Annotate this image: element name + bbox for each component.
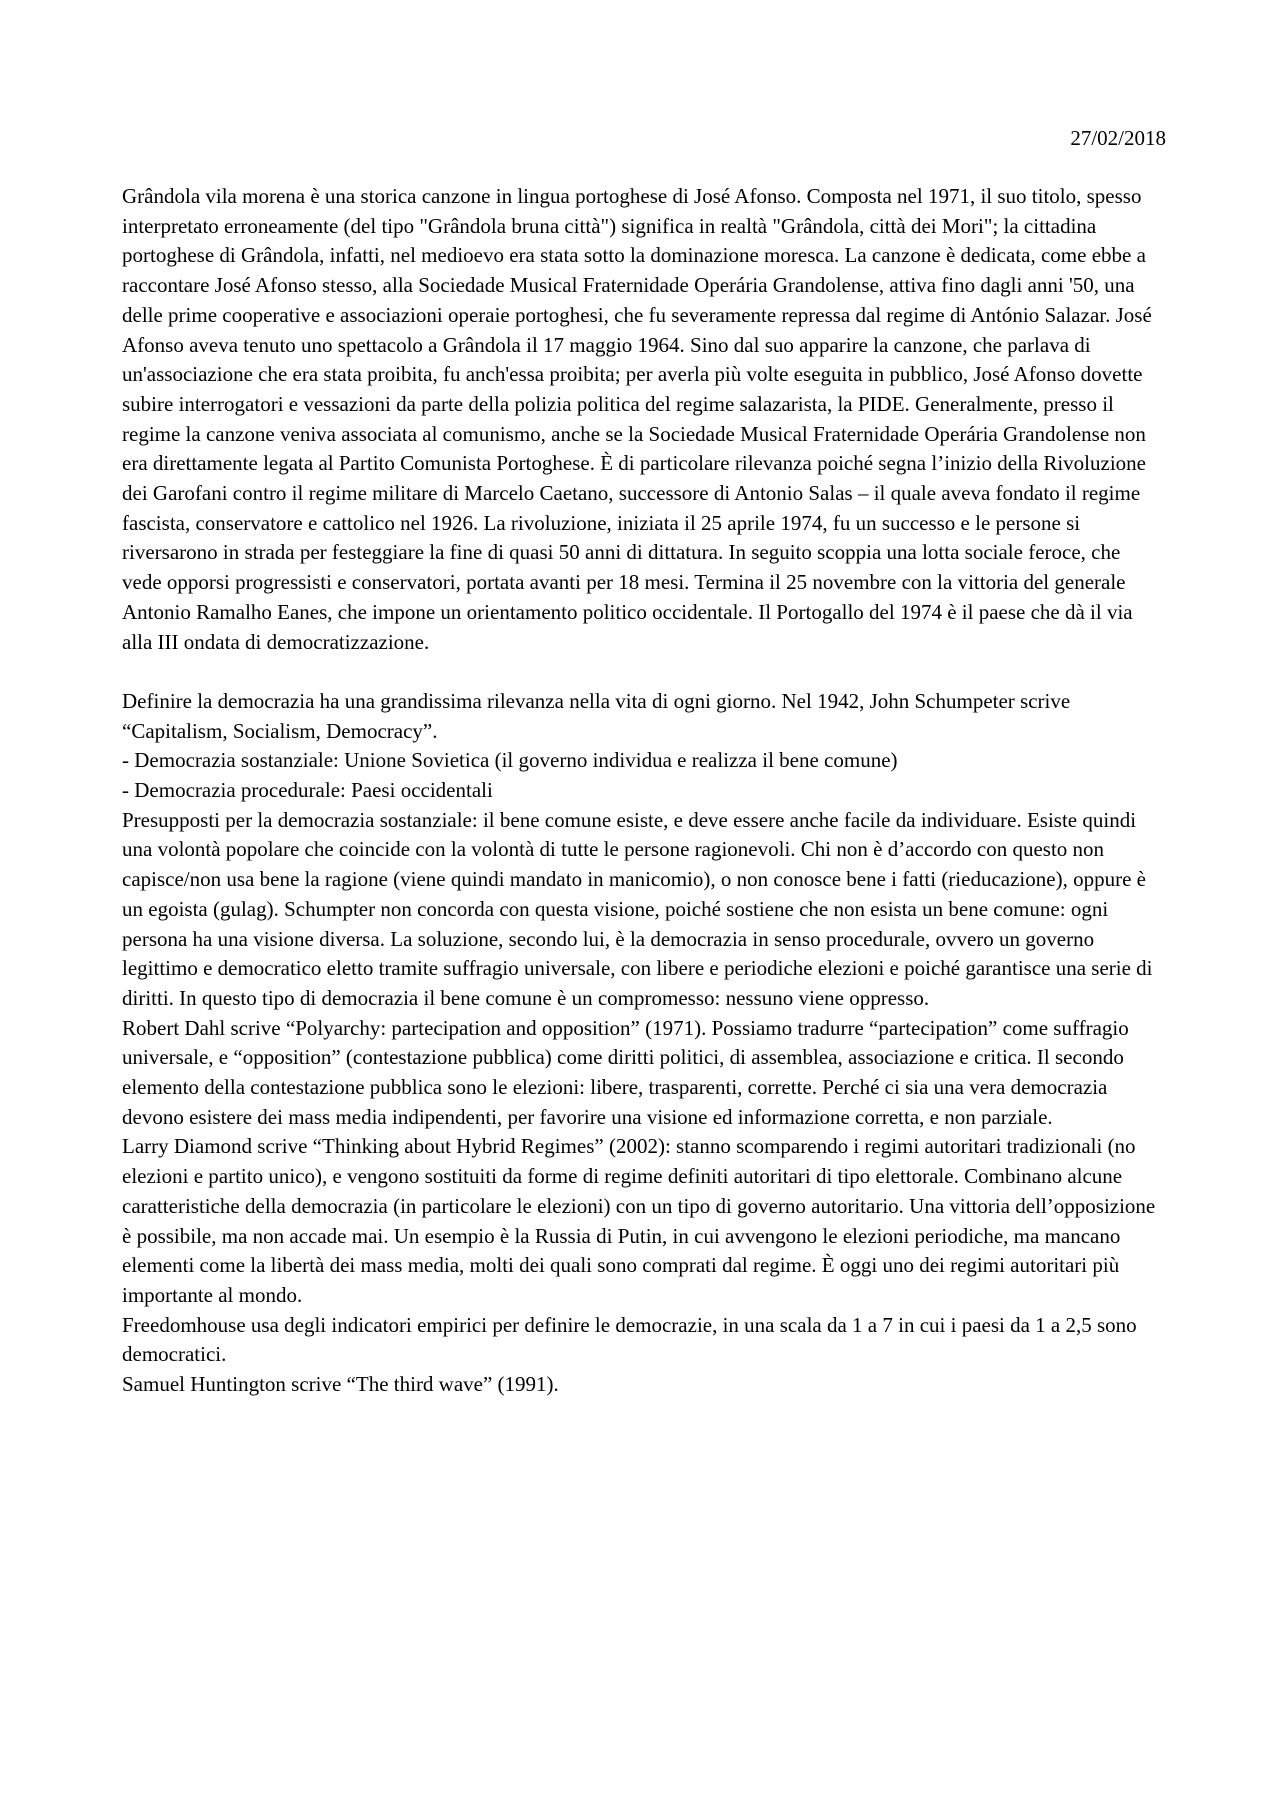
paragraph-dahl: Robert Dahl scrive “Polyarchy: partecipation and opposition” (1971). Possiamo tradurre “partecipation” come suffragio universale, e “opposition” (contestazione pubblica) come diritti politici, di assemblea, associazione e critica. Il secondo elemento della contestazione pubblica sono le elezioni: libere, trasparenti, corrette. Perché ci sia una vera democrazia devono esistere dei mass media indipendenti, per favorire una visione ed informazione corretta, e non parziale. [122,1015,1129,1129]
paragraph-spacer [122,657,1162,687]
paragraph-freedomhouse: Freedomhouse usa degli indicatori empirici per definire le democrazie, in una scala da 1 a 7 in cui i paesi da 1 a 2,5 sono democratici. [122,1312,1137,1367]
paragraph-grandola: Grândola vila morena è una storica canzone in lingua portoghese di José Afonso. Composta nel 1971, il suo titolo, spesso interpretato erroneamente (del tipo "Grândola bruna città") significa in realtà "Grândola, città dei Mori"; la cittadina portoghese di Grândola, infatti, nel medioevo era stata sotto la dominazione moresca. La canzone è dedicata, come ebbe a raccontare José Afonso stesso, alla Sociedade Musical Fraternidade Operária Grandolense, attiva fino dagli anni '50, una delle prime cooperative e associazioni operaie portoghesi, che fu severamente repressa dal regime di António Salazar. José Afonso aveva tenuto uno spettacolo a Grândola il 17 maggio 1964. Sino dal suo apparire la canzone, che parlava di un'associazione che era stata proibita, fu anch'essa proibita; per averla più volte eseguita in pubblico, José Afonso dovette subire interrogatori e vessazioni da parte della polizia politica del regime salazarista, la PIDE. Generalmente, presso il regime la canzone veniva associata al comunismo, anche se la Sociedade Musical Fraternidade Operária Grandolense non era direttamente legata al Partito Comunista Portoghese. È di particolare rilevanza poiché segna l’inizio della Rivoluzione dei Garofani contro il regime militare di Marcelo Caetano, successore di Antonio Salas – il quale aveva fondato il regime fascista, conservatore e cattolico nel 1926. La rivoluzione, iniziata il 25 aprile 1974, fu un successo e le persone si riversarono in strada per festeggiare la fine di quasi 50 anni di dittatura. In seguito scoppia una lotta sociale feroce, che vede opporsi progressisti e conservatori, portata avanti per 18 mesi. Termina il 25 novembre con la vittoria del generale Antonio Ramalho Eanes, che impone un orientamento politico occidentale. Il Portogallo del 1974 è il paese che dà il via alla III ondata di democratizzazione. [122,184,1152,654]
list-item-democrazia-sostanziale: - Democrazia sostanziale: Unione Sovietica (il governo individua e realizza il bene comune) [122,748,898,773]
paragraph-presupposti: Presupposti per la democrazia sostanziale: il bene comune esiste, e deve essere anche facile da individuare. Esiste quindi una volontà popolare che coincide con la volontà di tutte le persone ragionevoli. Chi non è d’accordo con questo non capisce/non usa bene la ragione (viene quindi mandato in manicomio), o non conosce bene i fatti (rieducazione), oppure è un egoista (gulag). Schumpter non concorda con questa visione, poiché sostiene che non esista un bene comune: ogni persona ha una visione diversa. La soluzione, secondo lui, è la democrazia in senso procedurale, ovvero un governo legittimo e democratico eletto tramite suffragio universale, con libere e periodiche elezioni e poiché garantisce una serie di diritti. In questo tipo di democrazia il bene comune è un compromesso: nessuno viene oppresso. [122,807,1153,1010]
list-item-democrazia-procedurale: - Democrazia procedurale: Paesi occidentali [122,778,493,803]
document-date: 27/02/2018 [1070,126,1166,150]
paragraph-huntington: Samuel Huntington scrive “The third wave” (1991). [122,1372,559,1397]
document-body [122,182,1162,1400]
paragraph-diamond: Larry Diamond scrive “Thinking about Hybrid Regimes” (2002): stanno scomparendo i regimi autoritari tradizionali (no elezioni e partito unico), e vengono sostituiti da forme di regime definiti autoritari di tipo elettorale. Combinano alcune caratteristiche della democrazia (in particolare le elezioni) con un tipo di governo autoritario. Una vittoria dell’opposizione è possibile, ma non accade mai. Un esempio è la Russia di Putin, in cui avvengono le elezioni periodiche, ma mancano elementi come la libertà dei mass media, molti dei quali sono comprati dal regime. È oggi uno dei regimi autoritari più importante al mondo. [122,1134,1156,1307]
paragraph-schumpeter-intro: Definire la democrazia ha una grandissima rilevanza nella vita di ogni giorno. Nel 1942, John Schumpeter scrive “Capitalism, Socialism, Democracy”. [122,688,1071,743]
